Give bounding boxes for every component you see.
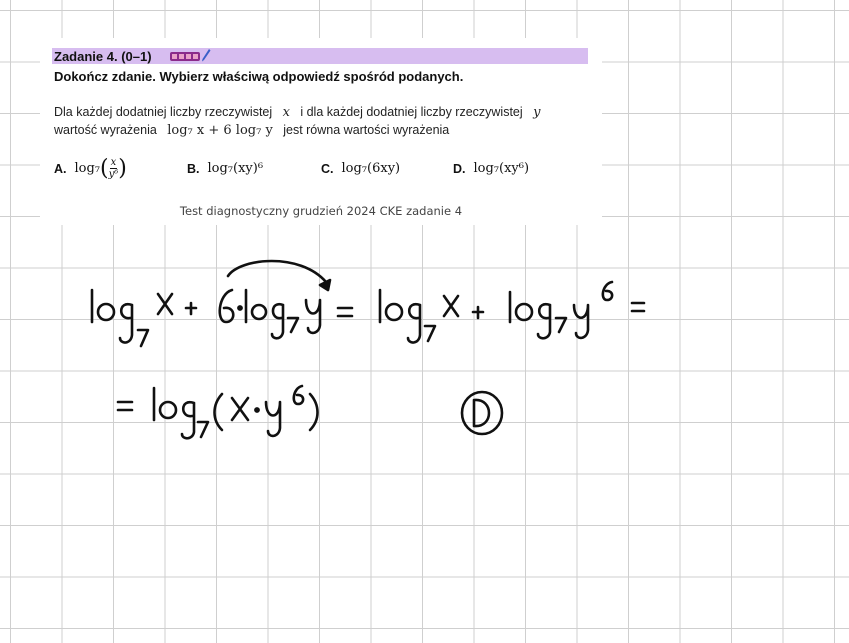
instruction: Dokończ zdanie. Wybierz właściwą odpowiedź spośród podanych. [54, 69, 464, 84]
option-c-expression: log₇(6xy) [341, 161, 401, 176]
paren-open: ( [100, 156, 109, 181]
handwriting-arrow [228, 261, 326, 282]
source-caption: Test diagnostyczny grudzień 2024 CKE zadanie 4 [179, 204, 463, 218]
option-letter: B. [187, 161, 200, 176]
task-title: Zadanie 4. (0–1) [54, 48, 152, 64]
handwriting-line-1 [92, 282, 644, 346]
option-letter: A. [54, 161, 67, 176]
stem-expression: log₇ x + 6 log₇ y [167, 123, 273, 138]
handwriting-arrow-head [320, 280, 330, 290]
stem-text: i dla każdej dodatniej liczby rzeczywistej [300, 105, 523, 119]
option-letter: C. [321, 161, 334, 176]
option-a-log: log₇ [74, 161, 101, 176]
paren-close: ) [118, 156, 127, 181]
stem-text: jest równa wartości wyrażenia [283, 123, 450, 137]
option-b-expression: log₇(xy)⁶ [207, 161, 264, 176]
handwriting-answer [462, 392, 502, 434]
handwriting-line-2 [118, 386, 318, 438]
option-letter: D. [453, 161, 466, 176]
stem-text: wartość wyrażenia [54, 123, 157, 137]
stem-var-y: y [533, 105, 541, 120]
stem-var-x: x [282, 105, 290, 120]
stem-text: Dla każdej dodatniej liczby rzeczywistej [54, 105, 273, 119]
fraction-denominator: y⁶ [108, 169, 119, 180]
option-d-expression: log₇(xy⁶) [473, 161, 530, 176]
fraction-numerator: x [110, 157, 117, 168]
